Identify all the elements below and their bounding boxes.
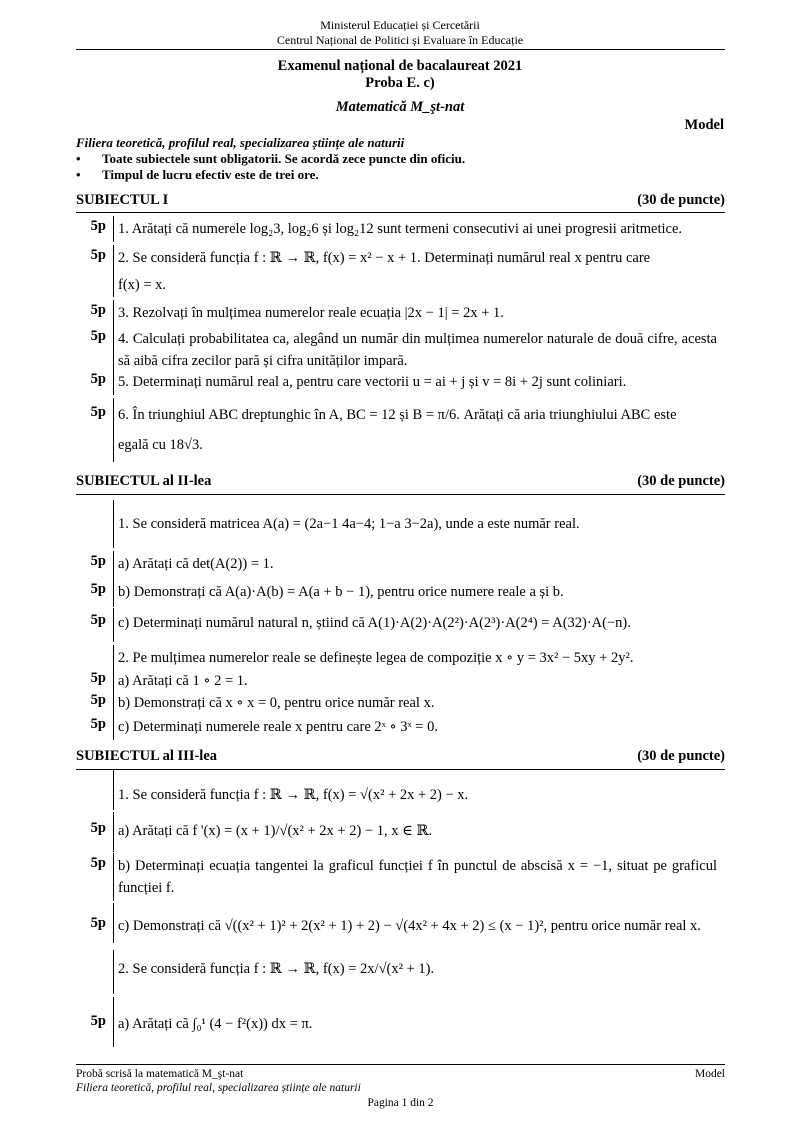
question-text: 2. Pe mulțimea numerelor reale se definește legea de compoziție x ∘ y = 3x² − 5xy + 2y². [118, 650, 634, 666]
page-number: Pagina 1 din 2 [367, 1097, 434, 1109]
question-text: b) Demonstrați că x ∘ x = 0, pentru orice număr real x. [118, 695, 435, 711]
question-text: c) Determinați numerele reale x pentru care 2ˣ ∘ 3ˣ = 0. [118, 719, 438, 735]
model-label: Model [684, 117, 724, 133]
s3-q1a [76, 814, 725, 850]
question-text: b) Determinați ecuația tangentei la graficul funcției f în punctul de abscisă x = −1, situat pe graficul funcției f. [118, 858, 717, 896]
points-label: 5p [90, 1013, 106, 1029]
question-line: 2. Se consideră funcția f : ℝ → ℝ, f(x) = x² − x + 1. Determinați numărul real x pentru care [118, 250, 651, 266]
score-bar [113, 691, 114, 714]
section-3-divider [76, 769, 725, 770]
s2-q2b [76, 692, 725, 714]
points-label: 5p [90, 247, 106, 263]
s2-q1c [76, 612, 725, 642]
score-bar [113, 369, 114, 395]
bullet-2: • Timpul de lucru efectiv este de trei ore. [76, 167, 319, 182]
section-2-points: (30 de puncte) [637, 473, 725, 489]
question-text [118, 247, 717, 296]
score-bar [113, 903, 114, 943]
section-1-header [76, 192, 725, 209]
question-text: 1. Arătați că numerele log₂3, log₂6 și log₂12 sunt termeni consecutivi ai unei progresii aritmetice. [118, 221, 682, 237]
points-label: 5p [90, 716, 106, 732]
s1-q5 [76, 371, 725, 395]
question-text: a) Arătați că 1 ∘ 2 = 1. [118, 673, 248, 689]
score-bar [113, 500, 114, 548]
points-label: 5p [90, 404, 106, 420]
score-bar [113, 770, 114, 810]
question-text: 3. Rezolvați în mulțimea numerelor reale ecuația |2x − 1| = 2x + 1. [118, 305, 504, 321]
points-label: 5p [90, 692, 106, 708]
points-label: 5p [90, 371, 106, 387]
question-text: a) Arătați că det(A(2)) = 1. [118, 556, 274, 572]
score-bar [113, 300, 114, 326]
section-2-title: SUBIECTUL al II-lea [76, 473, 212, 489]
section-3-header [76, 748, 725, 765]
exam-subject: Matematică M_şt-nat [335, 99, 465, 115]
score-bar [113, 714, 114, 740]
score-bar [113, 608, 114, 642]
question-text: b) Demonstrați că A(a)·A(b) = A(a + b − 1), pentru orice numere reale a și b. [118, 584, 564, 600]
s1-q1 [76, 218, 725, 242]
footer-line-1 [76, 1068, 725, 1081]
s2-q1-intro [76, 500, 725, 550]
exam-proba: Proba E. c) [365, 75, 435, 91]
question-text [118, 404, 717, 456]
s1-q2 [76, 247, 725, 297]
score-bar [113, 669, 114, 692]
question-text: a) Arătați că f '(x) = (x + 1)/√(x² + 2x + 2) − 1, x ∈ ℝ. [118, 823, 433, 839]
points-label: 5p [90, 302, 106, 318]
s2-q2c [76, 716, 725, 740]
score-bar [113, 245, 114, 297]
ministry-header: Ministerul Educației și Cercetării [320, 18, 480, 32]
filiera: Filiera teoretică, profilul real, specializarea științe ale naturii [76, 135, 405, 150]
question-text: c) Determinați numărul natural n, știind că A(1)·A(2)·A(2²)·A(2³)·A(2⁴) = A(32)·A(−n). [118, 615, 631, 631]
question-text: 4. Calculați probabilitatea ca, alegând un număr din mulțimea numerelor naturale de două cifre, acesta să aibă cifra zecilor pară și cifra unităților impară. [118, 331, 717, 369]
points-label: 5p [90, 328, 106, 344]
score-bar [113, 398, 114, 462]
points-label: 5p [90, 218, 106, 234]
s3-q2-intro [76, 958, 725, 994]
points-label: 5p [90, 855, 106, 871]
section-2-header [76, 473, 725, 490]
question-line: f(x) = x. [118, 277, 167, 293]
footer-divider [76, 1064, 725, 1065]
score-bar [113, 853, 114, 901]
s2-q2a [76, 670, 725, 692]
s1-q3 [76, 302, 725, 326]
footer-exam: Probă scrisă la matematică M_şt-nat [76, 1068, 244, 1080]
question-text: c) Demonstrați că √((x² + 1)² + 2(x² + 1) + 2) − √(4x² + 4x + 2) ≤ (x − 1)², pentru orice număr real x. [118, 918, 701, 934]
s3-q2a [76, 1013, 725, 1043]
s1-q4 [76, 328, 725, 372]
bullet-1: • Toate subiectele sunt obligatorii. Se acordă zece puncte din oficiu. [76, 151, 466, 166]
points-label: 5p [90, 581, 106, 597]
question-text: 1. Se consideră matricea A(a) = (2a−1 4a−4; 1−a 3−2a), unde a este număr real. [118, 516, 580, 532]
score-bar [113, 997, 114, 1047]
points-label: 5p [90, 915, 106, 931]
exam-title: Examenul național de bacalaureat 2021 [277, 58, 523, 74]
s3-q1c [76, 915, 725, 945]
score-bar [113, 579, 114, 607]
section-1-divider [76, 212, 725, 213]
s1-q6 [76, 404, 725, 460]
section-2-divider [76, 494, 725, 495]
question-text: 5. Determinați numărul real a, pentru care vectorii u = ai + j și v = 8i + 2j sunt coliniari. [118, 374, 627, 390]
section-1-title: SUBIECTUL I [76, 192, 169, 208]
score-bar [113, 551, 114, 579]
points-label: 5p [90, 553, 106, 569]
points-label: 5p [90, 612, 106, 628]
s2-q2-intro [76, 647, 725, 669]
s3-q1-intro [76, 778, 725, 812]
score-bar [113, 812, 114, 852]
question-text: 1. Se consideră funcția f : ℝ → ℝ, f(x) = √(x² + 2x + 2) − x. [118, 787, 469, 803]
points-label: 5p [90, 670, 106, 686]
score-bar [113, 950, 114, 994]
question-text: a) Arătați că ∫₀¹ (4 − f²(x)) dx = π. [118, 1016, 313, 1032]
question-line: egală cu 18√3. [118, 437, 203, 453]
s3-q1b [76, 855, 725, 901]
question-text: 2. Se consideră funcția f : ℝ → ℝ, f(x) = 2x/√(x² + 1). [118, 961, 435, 977]
header-divider [76, 49, 725, 50]
s2-q1a [76, 553, 725, 579]
s2-q1b [76, 581, 725, 607]
section-1-points: (30 de puncte) [637, 192, 725, 208]
footer-model: Model [694, 1068, 725, 1080]
points-label: 5p [90, 820, 106, 836]
section-3-points: (30 de puncte) [637, 748, 725, 764]
score-bar [113, 326, 114, 372]
section-3-title: SUBIECTUL al III-lea [76, 748, 218, 764]
question-line: 6. În triunghiul ABC dreptunghic în A, BC = 12 și B = π/6. Arătați că aria triunghiului ABC este [118, 407, 677, 423]
score-bar [113, 216, 114, 242]
score-bar [113, 645, 114, 669]
center-header: Centrul Național de Politici și Evaluare în Educație [276, 33, 524, 47]
footer-filiera: Filiera teoretică, profilul real, specializarea științe ale naturii [76, 1082, 361, 1094]
